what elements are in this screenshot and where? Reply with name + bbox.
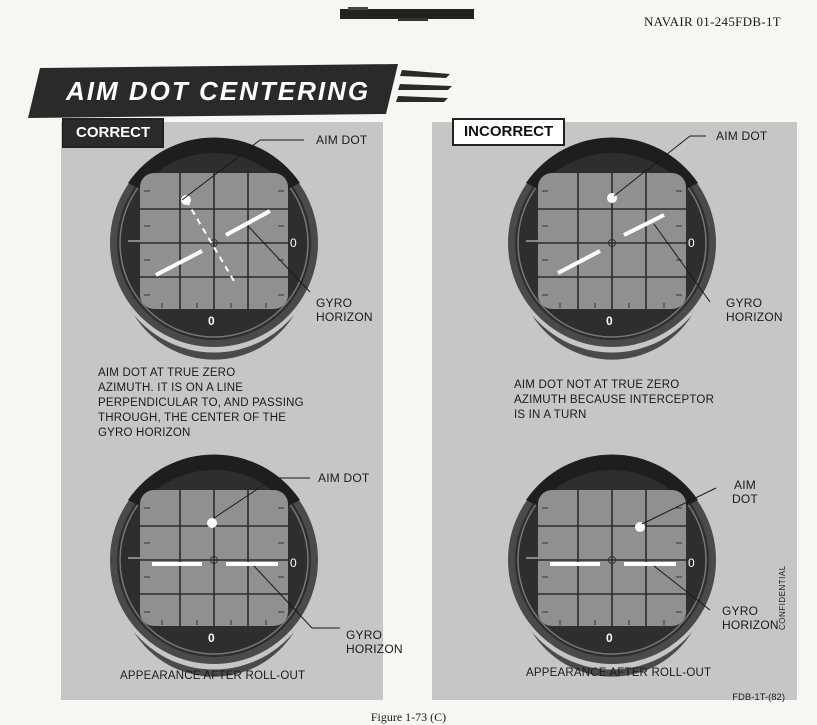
correct-tag: CORRECT: [62, 118, 164, 148]
incorrect-top-caption: [514, 378, 714, 423]
figure-caption: Figure 1-73 (C): [370, 710, 447, 724]
aim-dot-label: AIM DOT: [732, 478, 758, 506]
scale-zero-label: 0: [688, 556, 695, 570]
scale-zero-label: 0: [208, 314, 215, 328]
scale-zero-label: 0: [606, 631, 613, 645]
gyro-horizon-label: GYRO HORIZON: [316, 296, 373, 324]
incorrect-tag: INCORRECT: [452, 118, 565, 146]
banner-title: AIM DOT CENTERING: [66, 76, 371, 106]
correct-top-caption: [98, 366, 304, 441]
gyro-horizon-label: GYRO HORIZON: [722, 604, 779, 632]
scale-zero-label: 0: [606, 314, 613, 328]
incorrect-bottom-caption: APPEARANCE AFTER ROLL-OUT: [526, 667, 712, 679]
figure-code: FDB-1T-(82): [732, 692, 785, 703]
correct-bottom-caption: APPEARANCE AFTER ROLL-OUT: [120, 670, 306, 682]
aim-dot-label: AIM DOT: [716, 129, 768, 143]
scale-zero-label: 0: [208, 631, 215, 645]
scale-zero-label: 0: [290, 556, 297, 570]
caption-text: AIM DOT AT TRUE ZERO AZIMUTH. IT IS ON A LINE PERPENDICULAR TO, AND PASSING THROUGH, THE CENTER OF THE GYRO HORIZON: [98, 367, 304, 439]
aim-dot-label: AIM DOT: [316, 133, 368, 147]
gyro-horizon-label: GYRO HORIZON: [726, 296, 783, 324]
caption-text: AIM DOT NOT AT TRUE ZERO AZIMUTH BECAUSE INTERCEPTOR IS IN A TURN: [514, 379, 715, 421]
classification-mark: CONFIDENTIAL: [778, 565, 787, 630]
gyro-horizon-label: GYRO HORIZON: [346, 628, 403, 656]
scale-zero-label: 0: [688, 236, 695, 250]
scale-zero-label: 0: [290, 236, 297, 250]
document-id: NAVAIR 01-245FDB-1T: [643, 14, 781, 29]
aim-dot-label: AIM DOT: [318, 471, 370, 485]
